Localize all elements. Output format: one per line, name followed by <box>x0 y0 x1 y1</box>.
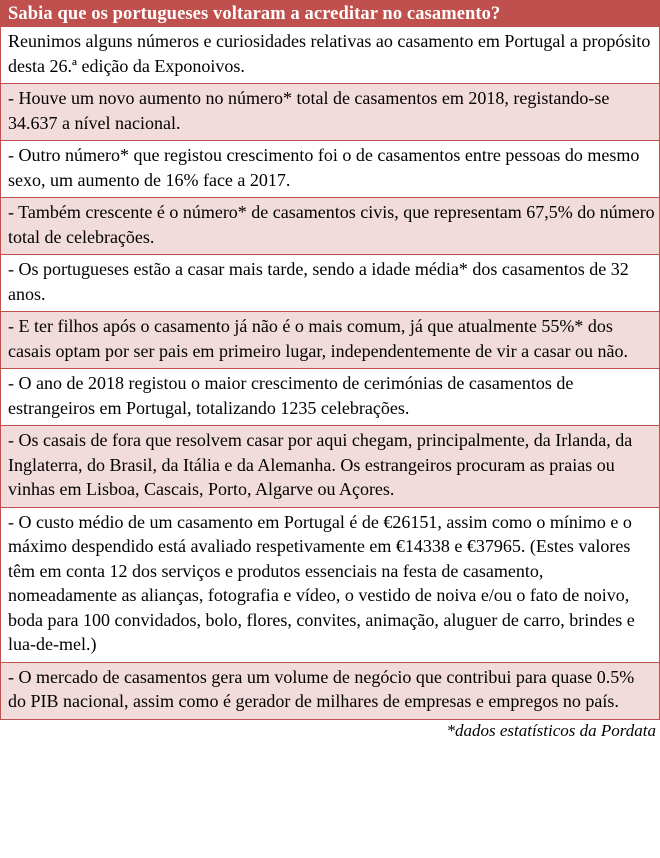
fact-cell: - O custo médio de um casamento em Portugal é de €26151, assim como o mínimo e o máximo despendido está avaliado respetivamente em €14338 e €37965. (Estes valores têm em conta 12 dos serviços e produtos essenciais na festa de casamento, nomeadamente as alianças, fotografia e vídeo, o vestido de noiva e/ou o fato de noivo, boda para 100 convidados, bolo, flores, convites, animação, aluguer de carro, brindes e lua-de-mel.) <box>0 508 660 663</box>
fact-cell: - Os casais de fora que resolvem casar por aqui chegam, principalmente, da Irlanda, da Inglaterra, do Brasil, da Itália e da Alemanha. Os estrangeiros procuram as praias ou vinhas em Lisboa, Cascais, Porto, Algarve ou Açores. <box>0 426 660 508</box>
footnote: *dados estatísticos da Pordata <box>446 720 656 740</box>
fact-cell: - Houve um novo aumento no número* total de casamentos em 2018, registando-se 34.637 a nível nacional. <box>0 84 660 141</box>
fact-cell: - Outro número* que registou crescimento foi o de casamentos entre pessoas do mesmo sexo, um aumento de 16% face a 2017. <box>0 141 660 198</box>
intro-cell: Reunimos alguns números e curiosidades relativas ao casamento em Portugal a propósito desta 26.ª edição da Exponoivos. <box>0 26 660 84</box>
fact-cell: - Os portugueses estão a casar mais tarde, sendo a idade média* dos casamentos de 32 anos. <box>0 255 660 312</box>
table-title: Sabia que os portugueses voltaram a acreditar no casamento? <box>0 0 660 26</box>
fact-cell: - O ano de 2018 registou o maior crescimento de cerimónias de casamentos de estrangeiros em Portugal, totalizando 1235 celebrações. <box>0 369 660 426</box>
fact-cell: - Também crescente é o número* de casamentos civis, que representam 67,5% do número total de celebrações. <box>0 198 660 255</box>
fact-cell: - E ter filhos após o casamento já não é o mais comum, já que atualmente 55%* dos casais optam por ser pais em primeiro lugar, independentemente de vir a casar ou não. <box>0 312 660 369</box>
fact-cell: - O mercado de casamentos gera um volume de negócio que contribui para quase 0.5% do PIB nacional, assim como é gerador de milhares de empresas e empregos no país. <box>0 663 660 720</box>
